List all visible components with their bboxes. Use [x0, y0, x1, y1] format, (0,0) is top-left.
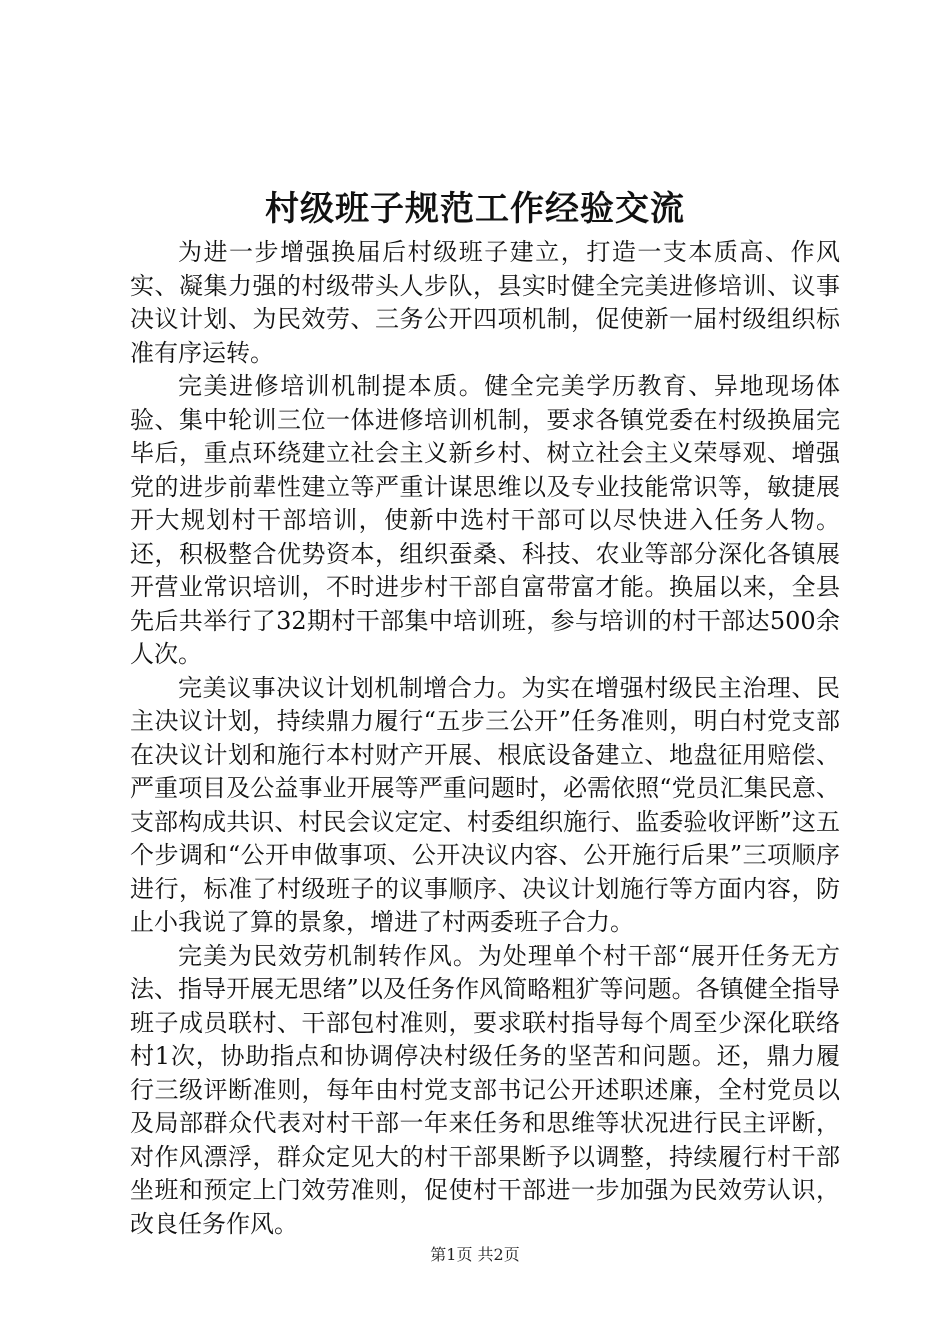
paragraph-intro: 为进一步增强换届后村级班子建立，打造一支本质高、作风实、凝集力强的村级带头人步队，县实时健全完美进修培训、议事决议计划、为民效劳、三务公开四项机制，促使新一届村级组织标准有序运转。 — [130, 238, 840, 367]
paragraph-service-mechanism: 完美为民效劳机制转作风。为处理单个村干部“展开任务无方法、指导开展无思绪”以及任务作风简略粗犷等问题。各镇健全指导班子成员联村、干部包村准则，要求联村指导每个周至少深化联络村1次，协助指点和协调停决村级任务的坚苦和问题。还，鼎力履行三级评断准则，每年由村党支部书记公开述职述廉，全村党员以及局部群众代表对村干部一年来任务和思维等状况进行民主评断，对作风漂浮，群众定见大的村干部果断予以调整，持续履行村干部坐班和预定上门效劳准则，促使村干部进一步加强为民效劳认识，改良任务作风。 — [130, 941, 840, 1238]
paragraph-decision-mechanism: 完美议事决议计划机制增合力。为实在增强村级民主治理、民主决议计划，持续鼎力履行“五步三公开”任务准则，明白村党支部在决议计划和施行本村财产开展、根底设备建立、地盘征用赔偿、严重项目及公益事业开展等严重问题时，必需依照“党员汇集民意、支部构成共识、村民会议定定、村委组织施行、监委验收评断”这五个步调和“公开申做事项、公开决议内容、公开施行后果”三项顺序进行，标准了村级班子的议事顺序、决议计划施行等方面内容，防止小我说了算的景象，增进了村两委班子合力。 — [130, 673, 840, 936]
document-body — [130, 236, 840, 1241]
page-indicator: 第1页 共2页 — [430, 1245, 520, 1264]
document-title: 村级班子规范工作经验交流 — [265, 189, 685, 229]
page-footer — [0, 1244, 950, 1266]
paragraph-training-mechanism: 完美进修培训机制提本质。健全完美学历教育、异地现场体验、集中轮训三位一体进修培训机制，要求各镇党委在村级换届完毕后，重点环绕建立社会主义新乡村、树立社会主义荣辱观、增强党的进步前辈性建立等严重计谋思维以及专业技能常识等，敏捷展开大规划村干部培训，使新中选村干部可以尽快进入任务人物。还，积极整合优势资本，组织蚕桑、科技、农业等部分深化各镇展开营业常识培训，不时进步村干部自富带富才能。换届以来，全县先后共举行了32期村干部集中培训班，参与培训的村干部达500余人次。 — [130, 372, 840, 668]
